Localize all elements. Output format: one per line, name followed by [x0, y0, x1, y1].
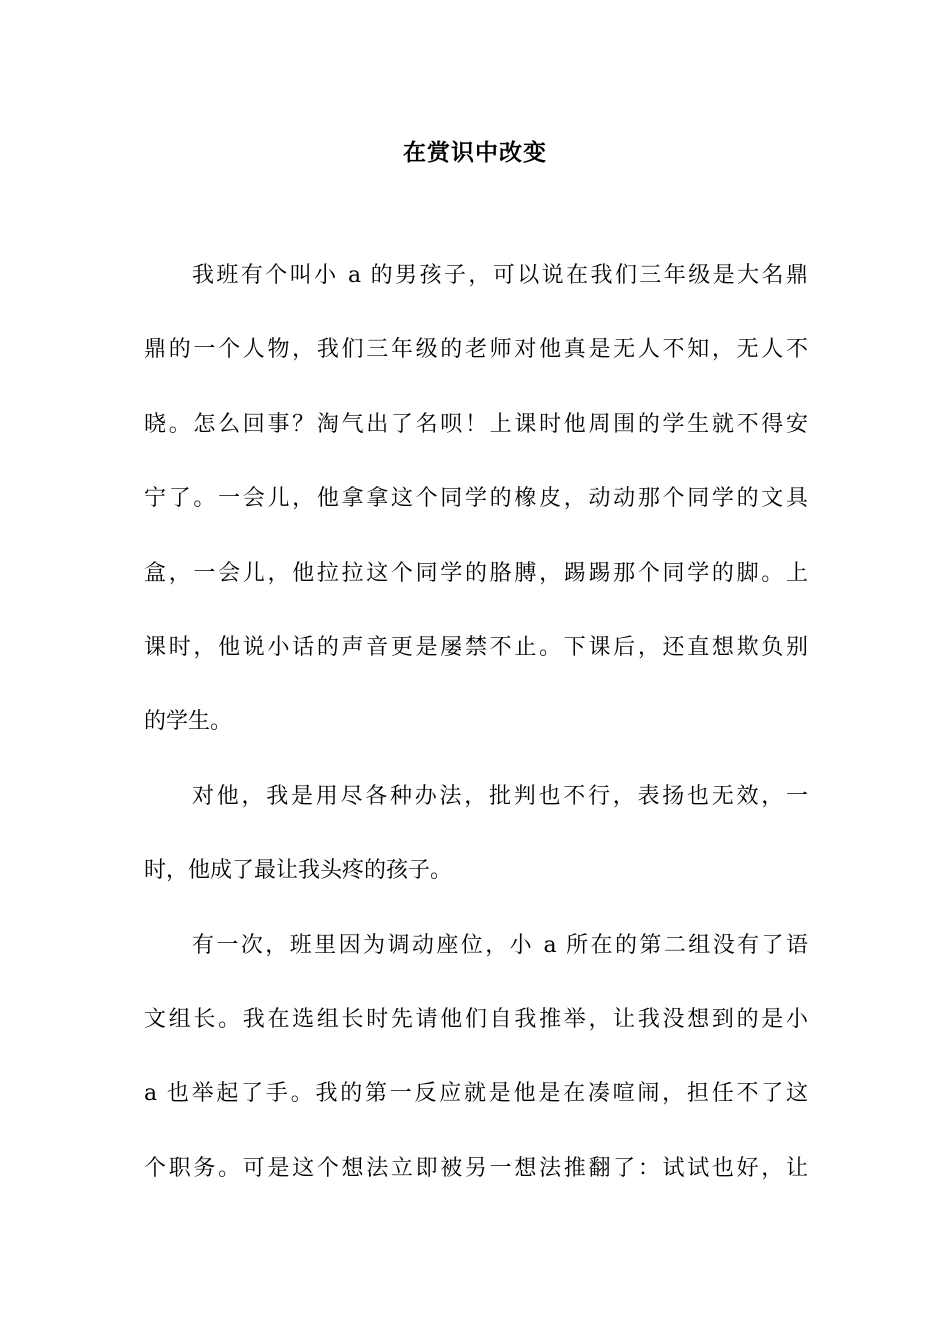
- text-line: 有一次，班里因为调动座位，小 a 所在的第二组没有了语: [192, 932, 808, 958]
- text-line: 我班有个叫小 a 的男孩子，可以说在我们三年级是大名鼎: [192, 263, 808, 288]
- document-title: 在赏识中改变: [403, 139, 547, 166]
- document-body: [144, 253, 808, 1220]
- text-line: 课时，他说小话的声音更是屡禁不止。下课后，还直想欺负别: [144, 634, 808, 660]
- text-line: 的学生。: [144, 709, 233, 735]
- text-line: 对他，我是用尽各种办法，批判也不行，表扬也无效，一: [192, 783, 808, 809]
- text-line: 宁了。一会儿，他拿拿这个同学的橡皮，动动那个同学的文具: [144, 486, 808, 512]
- text-line: 鼎的一个人物，我们三年级的老师对他真是无人不知，无人不: [144, 337, 808, 363]
- text-line: 时，他成了最让我头疼的孩子。: [144, 858, 453, 884]
- text-line: 文组长。我在选组长时先请他们自我推举，让我没想到的是小: [144, 1006, 808, 1032]
- text-line: a 也举起了手。我的第一反应就是他是在凑喧闹，担任不了这: [144, 1081, 808, 1107]
- text-line: 盒，一会儿，他拉拉这个同学的胳膊，踢踢那个同学的脚。上: [144, 560, 808, 586]
- text-line: 个职务。可是这个想法立即被另一想法推翻了：试试也好，让: [144, 1155, 808, 1181]
- text-line: 晓。怎么回事？淘气出了名呗！上课时他周围的学生就不得安: [144, 411, 808, 437]
